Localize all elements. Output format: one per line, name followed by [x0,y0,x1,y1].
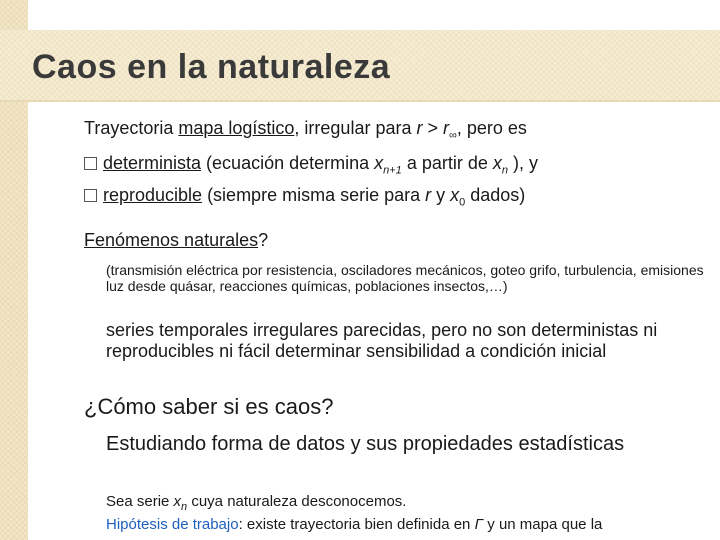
text: y un mapa que la [483,516,603,533]
reproducible-line [84,185,525,209]
text: (ecuación determina [201,153,375,173]
text: , irregular para [294,118,417,138]
r-symbol: r [443,118,449,138]
natural-phenomena-link[interactable]: Fenómenos naturales [84,230,259,250]
subscript: n [181,501,188,513]
text: dados) [465,185,526,205]
logistic-map-link[interactable]: mapa logístico [178,118,295,138]
text: a partir de [401,153,493,173]
text: : existe trayectoria bien definida en [238,516,475,533]
bullet-box-icon [84,189,97,202]
x-symbol: x [374,153,384,173]
text: ? [258,230,269,250]
text: > [422,118,443,138]
hypothesis-line [106,516,602,533]
deterministic-line [84,153,538,177]
text: (siempre misma serie para [202,185,426,205]
text: cuya naturaleza desconocemos. [187,493,407,510]
subscript: 0 [459,196,466,209]
x-symbol: x [173,493,182,510]
title-divider [0,100,720,102]
text: ), y [507,153,538,173]
x-symbol: x [492,153,502,173]
chaos-question: ¿Cómo saber si es caos? [84,394,334,419]
text: Sea serie [106,493,174,510]
trajectory-line [84,118,527,142]
text: y [431,185,451,205]
examples-paragraph: (transmisión eléctrica por resistencia, osciladores mecánicos, goteo grifo, turbulencia, emisiones luz desde quásar, reacciones químicas, poblaciones insectos,…) [106,262,704,294]
statistics-paragraph: Estudiando forma de datos y sus propiedades estadísticas [106,433,625,455]
natural-phenomena-heading [84,230,268,251]
infinity-subscript: ∞ [449,129,457,142]
text: Trayectoria [84,118,179,138]
subscript: n+1 [383,164,402,177]
deterministic-link[interactable]: determinista [103,153,202,173]
r-symbol: r [425,185,432,205]
bullet-box-icon [84,157,97,170]
subscript: n [501,164,508,177]
x-symbol: x [450,185,460,205]
reproducible-link[interactable]: reproducible [103,185,203,205]
hypothesis-label: Hipótesis de trabajo [106,516,239,533]
r-symbol: r [416,118,423,138]
series-line [106,493,406,513]
time-series-paragraph: series temporales irregulares parecidas, pero no son deterministas ni reproducibles ni fácil determinar sensibilidad a condición inicial [106,320,658,361]
text: , pero es [456,118,527,138]
slide-title: Caos en la naturaleza [32,48,391,86]
gamma-symbol: Γ [474,516,484,533]
